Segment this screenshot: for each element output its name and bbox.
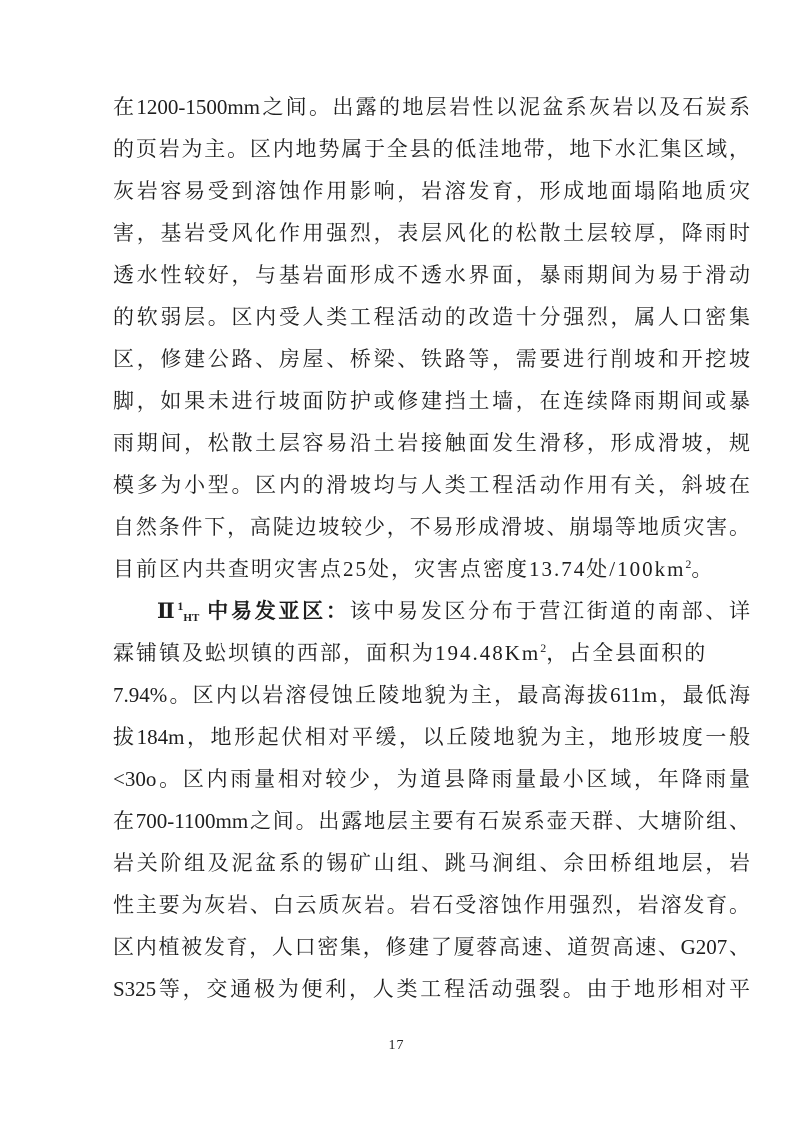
text-segment: 的页岩为主。区内地势属于全县的低洼地带，地下水汇集区域， xyxy=(113,137,750,161)
text-segment: 害，基岩受风化作用强烈，表层风化的松散土层较厚，降雨时 xyxy=(113,221,750,245)
text-line xyxy=(113,86,750,128)
text-segment: HT xyxy=(183,612,200,624)
text-line xyxy=(113,716,750,758)
text-segment: 的软弱层。区内受人类工程活动的改造十分强烈，属人口密集 xyxy=(113,305,750,329)
text-segment: 2 xyxy=(685,557,692,571)
text-segment: 在700-1100mm之间。出露地层主要有石炭系壶天群、大塘阶组、 xyxy=(113,809,750,833)
text-line xyxy=(113,926,750,968)
text-line xyxy=(113,968,750,1010)
text-segment: 拔184m，地形起伏相对平缓，以丘陵地貌为主，地形坡度一般 xyxy=(113,725,750,749)
text-segment: 自然条件下，高陡边坡较少，不易形成滑坡、崩塌等地质灾害。 xyxy=(113,515,750,539)
text-segment: 脚，如果未进行坡面防护或修建挡土墙，在连续降雨期间或暴 xyxy=(113,389,750,413)
text-line xyxy=(113,254,750,296)
text-segment: 在1200-1500mm之间。出露的地层岩性以泥盆系灰岩以及石炭系 xyxy=(113,95,750,119)
text-segment: ，占全县面积的 xyxy=(546,641,708,665)
text-line xyxy=(113,758,750,800)
text-line xyxy=(113,380,750,422)
text-segment: Ⅱ xyxy=(157,599,178,623)
text-line xyxy=(113,548,750,590)
text-line xyxy=(113,338,750,380)
text-segment: 灰岩容易受到溶蚀作用影响，岩溶发育，形成地面塌陷地质灾 xyxy=(113,179,750,203)
text-line xyxy=(113,842,750,884)
text-segment: 区内植被发育，人口密集，修建了厦蓉高速、道贺高速、G207、 xyxy=(113,935,750,959)
text-segment: 7.94%。区内以岩溶侵蚀丘陵地貌为主，最高海拔611m，最低海 xyxy=(113,683,750,707)
text-line xyxy=(113,212,750,254)
text-segment: 区，修建公路、房屋、桥梁、铁路等，需要进行削坡和开挖坡 xyxy=(113,347,750,371)
text-segment: 透水性较好，与基岩面形成不透水界面，暴雨期间为易于滑动 xyxy=(113,263,750,287)
text-segment: 中易发亚区： xyxy=(199,599,350,623)
page-number: 17 xyxy=(388,1038,405,1053)
text-block xyxy=(113,86,750,1010)
text-segment: 模多为小型。区内的滑坡均与人类工程活动作用有关，斜坡在 xyxy=(113,473,750,497)
text-line xyxy=(113,464,750,506)
text-line xyxy=(113,128,750,170)
text-line xyxy=(113,296,750,338)
text-segment: 。 xyxy=(691,557,715,581)
text-segment: 雨期间，松散土层容易沿土岩接触面发生滑移，形成滑坡，规 xyxy=(113,431,750,455)
text-line xyxy=(113,632,750,674)
text-segment: <30o。区内雨量相对较少，为道县降雨量最小区域，年降雨量 xyxy=(113,767,750,791)
text-segment: 目前区内共查明灾害点25处，灾害点密度13.74处/100km xyxy=(113,557,686,581)
text-segment: 该中易发区分布于营江街道的南部、详 xyxy=(349,599,751,623)
text-segment: 岩关阶组及泥盆系的锡矿山组、跳马涧组、佘田桥组地层，岩 xyxy=(113,851,750,875)
text-segment: 2 xyxy=(540,641,547,655)
text-line xyxy=(113,506,750,548)
text-line xyxy=(113,422,750,464)
text-line xyxy=(113,800,750,842)
text-line xyxy=(113,590,750,632)
text-segment: 性主要为灰岩、白云质灰岩。岩石受溶蚀作用强烈，岩溶发育。 xyxy=(113,893,750,917)
text-line xyxy=(113,884,750,926)
text-line xyxy=(113,170,750,212)
text-segment: 1 xyxy=(177,599,184,613)
text-segment: S325等，交通极为便利，人类工程活动强裂。由于地形相对平 xyxy=(113,977,750,1001)
text-segment: 霖铺镇及蚣坝镇的西部，面积为194.48Km xyxy=(113,641,541,665)
text-line xyxy=(113,674,750,716)
